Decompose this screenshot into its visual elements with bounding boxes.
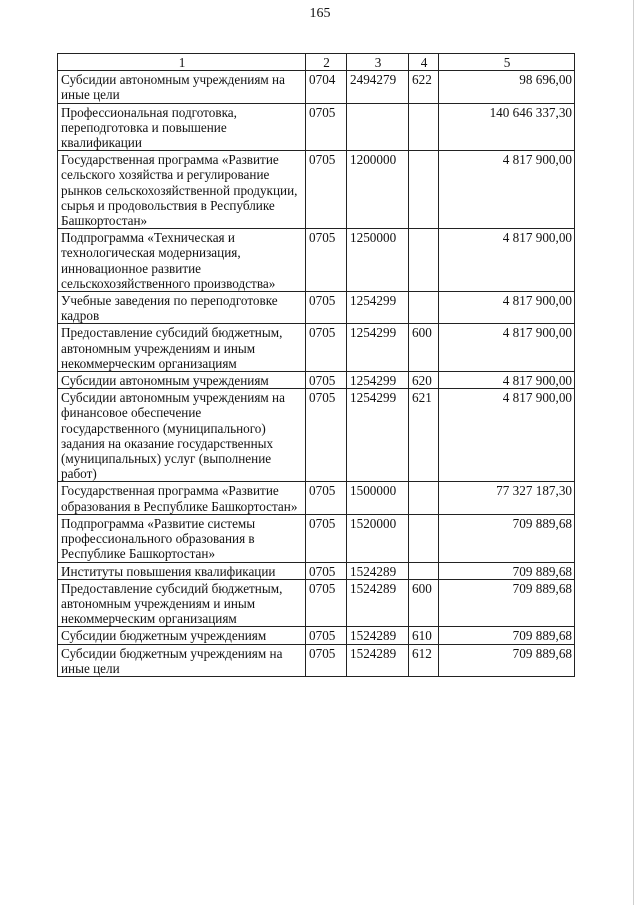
table-row: [58, 514, 575, 562]
row-target-code: 1254299: [347, 372, 409, 389]
row-section-code: 0705: [306, 151, 347, 229]
row-amount: 77 327 187,30: [439, 482, 575, 514]
row-name: Государственная программа «Развитие сельского хозяйства и регулирование рынков сельскохозяйственной продукции, сырья и продовольствия в Республике Башкортостан»: [58, 151, 306, 229]
row-section-code: 0704: [306, 71, 347, 103]
row-amount: 4 817 900,00: [439, 229, 575, 292]
row-target-code: 1500000: [347, 482, 409, 514]
row-name: Институты повышения квалификации: [58, 562, 306, 579]
row-target-code: 1524289: [347, 579, 409, 627]
row-amount: 4 817 900,00: [439, 389, 575, 482]
row-section-code: 0705: [306, 627, 347, 644]
table-row: [58, 292, 575, 324]
row-target-code: 1254299: [347, 292, 409, 324]
table-row: [58, 229, 575, 292]
header-col-1: 1: [58, 54, 306, 71]
table-row: [58, 482, 575, 514]
row-expense-type: [409, 514, 439, 562]
row-section-code: 0705: [306, 579, 347, 627]
row-amount: 140 646 337,30: [439, 103, 575, 151]
row-expense-type: 621: [409, 389, 439, 482]
row-expense-type: 600: [409, 324, 439, 372]
table-row: [58, 562, 575, 579]
row-amount: 4 817 900,00: [439, 292, 575, 324]
row-name: Субсидии автономным учреждениям на финансовое обеспечение государственного (муниципального) задания на оказание государственных (муниципальных) услуг (выполнение работ): [58, 389, 306, 482]
header-col-3: 3: [347, 54, 409, 71]
table-row: [58, 644, 575, 676]
table-row: [58, 324, 575, 372]
row-target-code: 1254299: [347, 389, 409, 482]
row-amount: 709 889,68: [439, 644, 575, 676]
row-target-code: 1524289: [347, 562, 409, 579]
row-expense-type: 622: [409, 71, 439, 103]
row-target-code: 1200000: [347, 151, 409, 229]
table-row: [58, 389, 575, 482]
row-amount: 709 889,68: [439, 562, 575, 579]
table-row: [58, 627, 575, 644]
row-name: Государственная программа «Развитие образования в Республике Башкортостан»: [58, 482, 306, 514]
row-amount: 4 817 900,00: [439, 151, 575, 229]
row-name: Предоставление субсидий бюджетным, автономным учреждениям и иным некоммерческим организациям: [58, 324, 306, 372]
row-name: Субсидии бюджетным учреждениям на иные цели: [58, 644, 306, 676]
header-col-2: 2: [306, 54, 347, 71]
table-row: [58, 103, 575, 151]
budget-table: [57, 53, 575, 677]
row-amount: 98 696,00: [439, 71, 575, 103]
row-section-code: 0705: [306, 514, 347, 562]
row-amount: 709 889,68: [439, 579, 575, 627]
scan-edge-line: [633, 0, 634, 905]
row-expense-type: 610: [409, 627, 439, 644]
row-expense-type: [409, 562, 439, 579]
header-col-5: 5: [439, 54, 575, 71]
table-row: [58, 372, 575, 389]
row-amount: 4 817 900,00: [439, 372, 575, 389]
row-target-code: 2494279: [347, 71, 409, 103]
row-target-code: 1524289: [347, 644, 409, 676]
row-expense-type: [409, 292, 439, 324]
row-expense-type: [409, 103, 439, 151]
row-name: Субсидии автономным учреждениям на иные цели: [58, 71, 306, 103]
row-section-code: 0705: [306, 644, 347, 676]
row-target-code: 1254299: [347, 324, 409, 372]
row-target-code: [347, 103, 409, 151]
row-target-code: 1524289: [347, 627, 409, 644]
row-name: Предоставление субсидий бюджетным, автономным учреждениям и иным некоммерческим организациям: [58, 579, 306, 627]
row-amount: 709 889,68: [439, 514, 575, 562]
header-col-4: 4: [409, 54, 439, 71]
row-section-code: 0705: [306, 324, 347, 372]
row-expense-type: [409, 151, 439, 229]
row-section-code: 0705: [306, 562, 347, 579]
row-section-code: 0705: [306, 292, 347, 324]
row-name: Подпрограмма «Развитие системы профессионального образования в Республике Башкортостан»: [58, 514, 306, 562]
row-name: Подпрограмма «Техническая и технологическая модернизация, инновационное развитие сельскохозяйственного производства»: [58, 229, 306, 292]
row-name: Субсидии бюджетным учреждениям: [58, 627, 306, 644]
row-target-code: 1250000: [347, 229, 409, 292]
row-section-code: 0705: [306, 482, 347, 514]
row-name: Субсидии автономным учреждениям: [58, 372, 306, 389]
row-expense-type: [409, 229, 439, 292]
row-section-code: 0705: [306, 372, 347, 389]
row-name: Учебные заведения по переподготовке кадров: [58, 292, 306, 324]
row-expense-type: 620: [409, 372, 439, 389]
row-section-code: 0705: [306, 389, 347, 482]
row-amount: 709 889,68: [439, 627, 575, 644]
row-expense-type: [409, 482, 439, 514]
page-number: 165: [309, 6, 331, 21]
row-expense-type: 600: [409, 579, 439, 627]
row-name: Профессиональная подготовка, переподготовка и повышение квалификации: [58, 103, 306, 151]
table-header-row: [58, 54, 575, 71]
row-section-code: 0705: [306, 103, 347, 151]
table-row: [58, 71, 575, 103]
row-expense-type: 612: [409, 644, 439, 676]
row-target-code: 1520000: [347, 514, 409, 562]
table-row: [58, 151, 575, 229]
table-row: [58, 579, 575, 627]
row-amount: 4 817 900,00: [439, 324, 575, 372]
row-section-code: 0705: [306, 229, 347, 292]
